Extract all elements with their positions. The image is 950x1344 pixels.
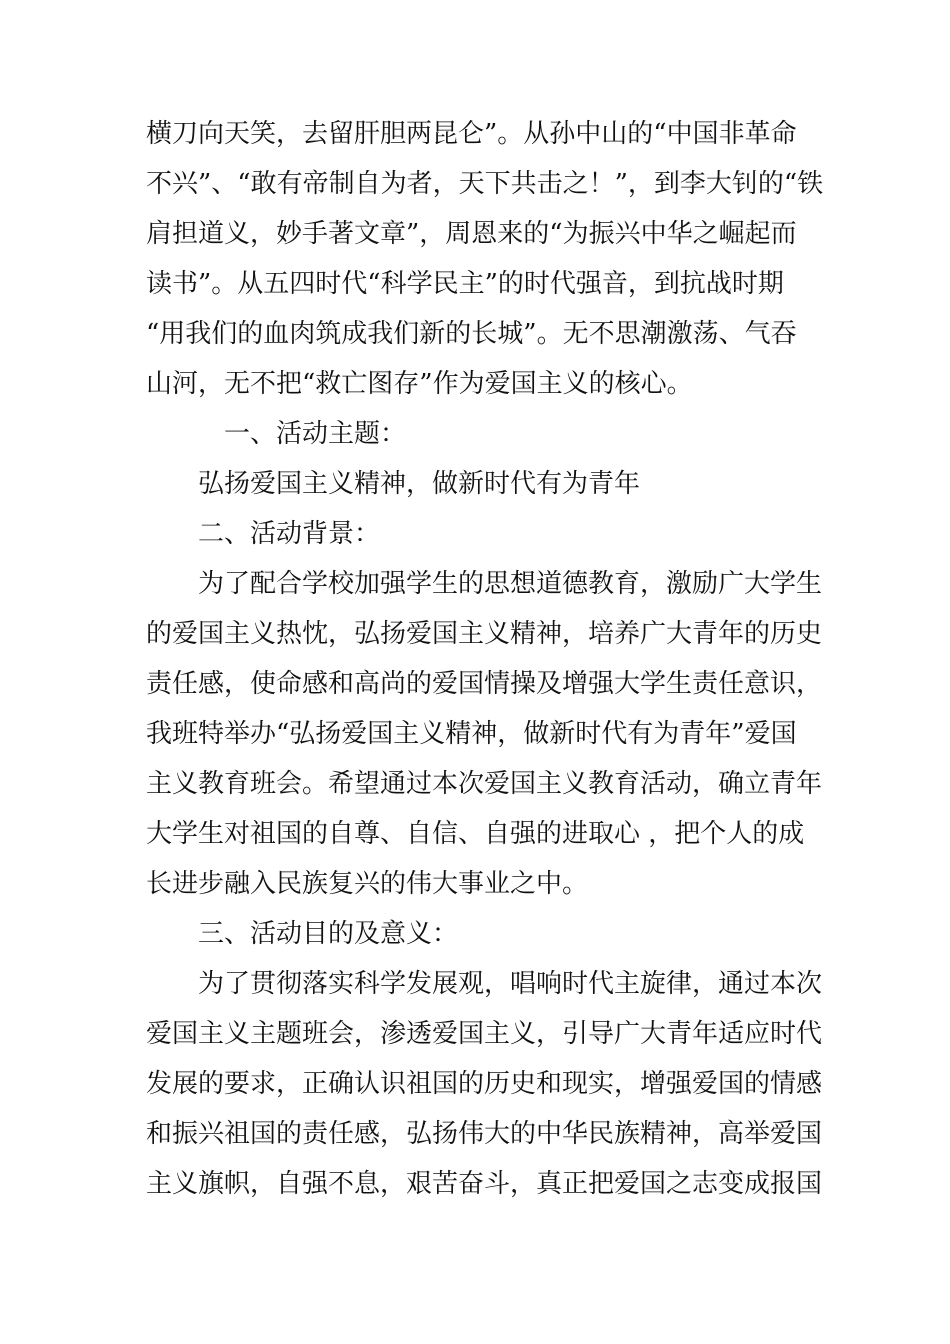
section2-line: 长进步融入民族复兴的伟大事业之中。 <box>146 869 589 899</box>
section2-line: 为了配合学校加强学生的思想道德教育，激励广大学生 <box>198 569 823 599</box>
section3-line: 发展的要求，正确认识祖国的历史和现实，增强爱国的情感 <box>146 1069 823 1099</box>
intro-line: 不兴”、“敢有帝制自为者，天下共击之！”，到李大钊的“铁 <box>146 169 824 199</box>
section2-line: 的爱国主义热忱，弘扬爱国主义精神，培养广大青年的历史 <box>146 619 823 649</box>
section3-heading: 三、活动目的及意义： <box>198 919 459 949</box>
intro-line: 肩担道义，妙手著文章”，周恩来的“为振兴中华之崛起而 <box>146 219 797 249</box>
section3-line: 为了贯彻落实科学发展观，唱响时代主旋律，通过本次 <box>198 969 823 999</box>
section2-line: 我班特举办“弘扬爱国主义精神，做新时代有为青年”爱国 <box>146 719 797 749</box>
document-body <box>146 109 822 1209</box>
intro-line: 横刀向天笑，去留肝胆两昆仑”。从孙中山的“中国非革命 <box>146 119 797 149</box>
intro-line: “用我们的血肉筑成我们新的长城”。无不思潮激荡、气吞 <box>146 319 797 349</box>
section3-line: 和振兴祖国的责任感，弘扬伟大的中华民族精神，高举爱国 <box>146 1119 823 1149</box>
section2-heading: 二、活动背景： <box>198 519 381 549</box>
intro-line: 山河，无不把“救亡图存”作为爱国主义的核心。 <box>146 369 693 399</box>
section2-line: 责任感，使命感和高尚的爱国情操及增强大学生责任意识， <box>146 669 823 699</box>
section3-line: 爱国主义主题班会，渗透爱国主义，引导广大青年适应时代 <box>146 1019 823 1049</box>
intro-line: 读书”。从五四时代“科学民主”的时代强音，到抗战时期 <box>146 269 784 299</box>
section2-line: 大学生对祖国的自尊、自信、自强的进取心 ，把个人的成 <box>146 819 805 849</box>
section3-line: 主义旗帜，自强不息，艰苦奋斗，真正把爱国之志变成报国 <box>146 1169 823 1199</box>
section1-heading: 一、活动主题： <box>224 419 407 449</box>
section1-text: 弘扬爱国主义精神，做新时代有为青年 <box>198 469 641 499</box>
section2-line: 主义教育班会。希望通过本次爱国主义教育活动，确立青年 <box>146 769 823 799</box>
